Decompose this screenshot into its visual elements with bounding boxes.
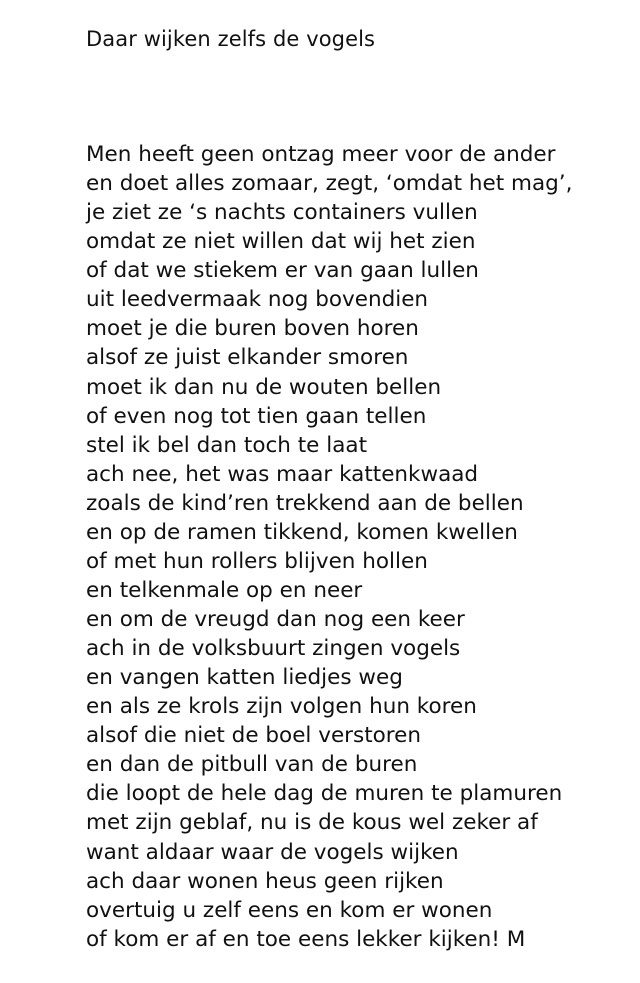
poem-line: en als ze krols zijn volgen hun koren [86,694,477,720]
poem-line: en telkenmale op en neer [86,577,363,603]
poem-line: alsof die niet de boel verstoren [86,723,422,749]
poem-line: want aldaar waar de vogels wijken [86,839,459,865]
poem-line: of kom er af en toe eens lekker kijken! M [86,926,526,952]
poem-line: moet ik dan nu de wouten bellen [86,374,442,400]
poem-title: Daar wijken zelfs de vogels [86,27,376,51]
poem-line: en dan de pitbull van de buren [86,752,418,778]
poem-line: of even nog tot tien gaan tellen [86,403,427,429]
poem-page [86,22,636,952]
poem-line: overtuig u zelf eens en kom er wonen [86,897,493,923]
poem-line: je ziet ze ‘s nachts containers vullen [86,200,478,226]
poem-line: zoals de kind’ren trekkend aan de bellen [86,490,524,516]
poem-line: uit leedvermaak nog bovendien [86,287,429,313]
poem-line: omdat ze niet willen dat wij het zien [86,229,476,255]
poem-line: alsof ze juist elkander smoren [86,345,409,371]
poem-line: met zijn geblaf, nu is de kous wel zeker af [86,810,538,836]
poem-line: stel ik bel dan toch te laat [86,432,368,458]
poem-line: en doet alles zomaar, zegt, ‘omdat het mag’, [86,171,573,197]
poem-line: ach daar wonen heus geen rijken [86,868,444,894]
poem-line: of dat we stiekem er van gaan lullen [86,258,479,284]
poem-line: moet je die buren boven horen [86,316,419,342]
poem-body [86,140,636,954]
poem-line: die loopt de hele dag de muren te plamuren [86,781,563,807]
poem-line: ach in de volksbuurt zingen vogels [86,636,461,662]
poem-line: ach nee, het was maar kattenkwaad [86,461,479,487]
poem-line: en om de vreugd dan nog een keer [86,607,465,632]
poem-line: en vangen katten liedjes weg [86,665,403,691]
poem-line: of met hun rollers blijven hollen [86,548,428,574]
poem-line: Men heeft geen ontzag meer voor de ander [86,142,556,167]
poem-line: en op de ramen tikkend, komen kwellen [86,519,518,545]
